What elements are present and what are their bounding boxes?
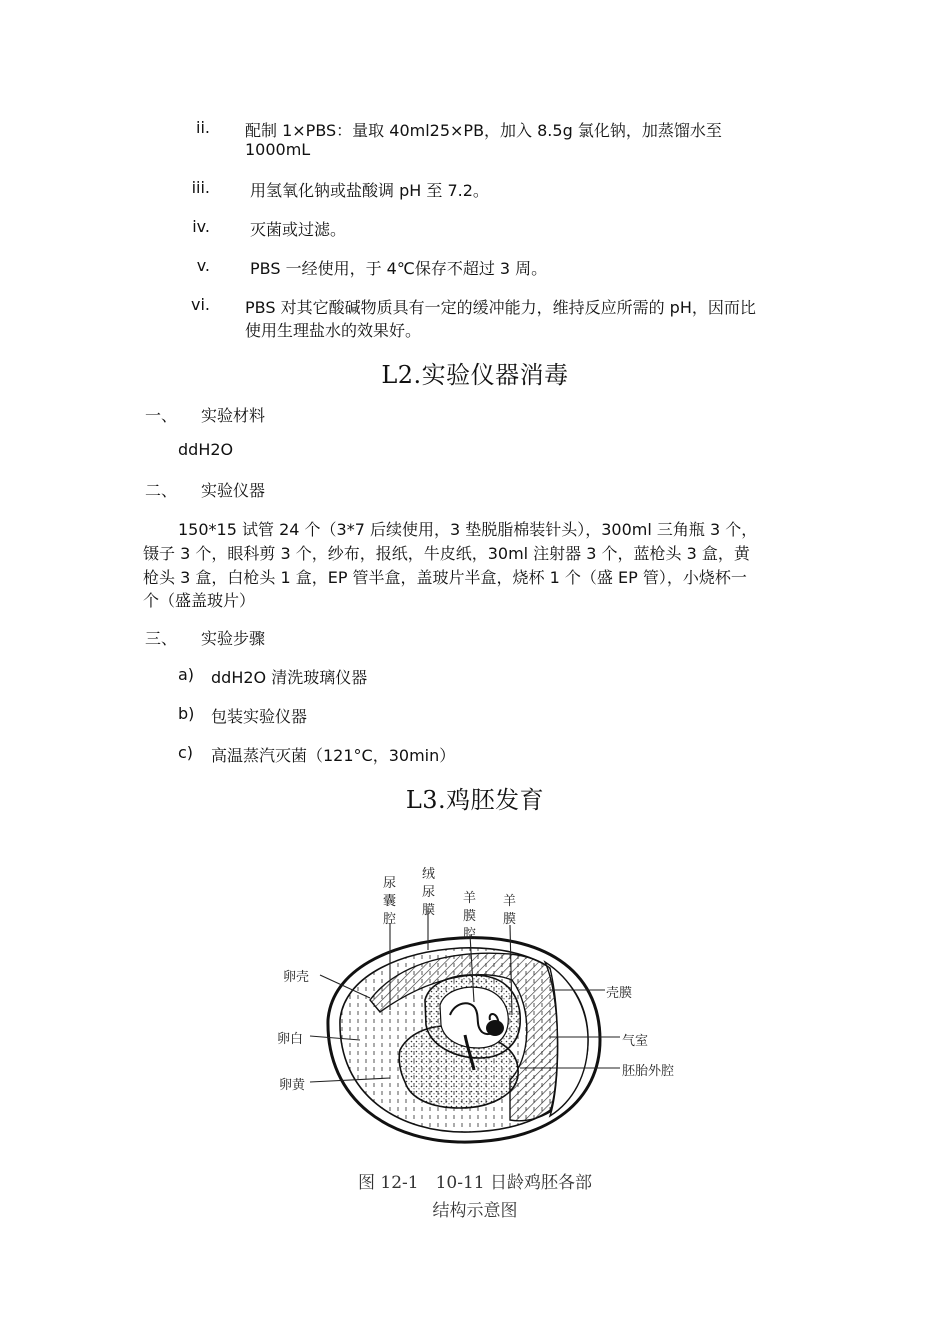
paragraph-line: 镊子 3 个，眼科剪 3 个，纱布，报纸，牛皮纸，30ml 注射器 3 个，蓝枪头 3 盒，黄 [143,544,750,563]
list-item-text: PBS 一经使用，于 4℃保存不超过 3 周。 [250,259,548,278]
label-shell: 卵壳 [283,970,310,985]
heading-number: 一、 [145,406,178,425]
label-amnion: 羊膜 [503,894,517,927]
heading-number: 二、 [145,481,178,500]
list-number: iv. [192,217,210,236]
heading-label: 实验仪器 [201,481,266,500]
list-number: ii. [196,118,210,137]
list-item-text: 配制 1×PBS：量取 40ml25×PB，加入 8.5g 氯化钠，加蒸馏水至 [245,121,722,140]
label-extraembryonic-cavity: 胚胎外腔 [622,1064,675,1079]
materials-text: ddH2O [178,440,234,459]
label-amnion-cavity: 羊膜腔 [463,891,477,942]
section-title: L2.实验仪器消毒 [381,361,569,389]
heading-label: 实验材料 [201,406,266,425]
step-number: b) [178,704,195,723]
list-number: iii. [191,178,210,197]
label-allantois-cavity: 尿囊腔 [383,876,397,927]
embryo-head [486,1020,504,1036]
paragraph-line: 个（盛盖玻片） [143,591,256,610]
section-title: L3.鸡胚发育 [405,786,545,814]
paragraph-line: 枪头 3 盒，白枪头 1 盒，EP 管半盒，盖玻片半盒，烧杯 1 个（盛 EP 管），小烧杯一 [143,568,747,587]
figure-caption-line1: 图 12-1 10-11 日龄鸡胚各部 [357,1173,592,1193]
step-text: 高温蒸汽灭菌（121°C，30min） [211,746,456,765]
label-air-cell: 气室 [622,1034,649,1049]
step-number: a) [178,665,195,684]
step-text: 包装实验仪器 [211,707,308,726]
chick-embryo-diagram [260,850,700,1160]
figure-caption-line2: 结构示意图 [432,1201,518,1221]
paragraph-line: 150*15 试管 24 个（3*7 后续使用，3 垫脱脂棉装针头），300ml 三角瓶 3 个， [178,520,758,539]
list-item-text: PBS 对其它酸碱物质具有一定的缓冲能力，维持反应所需的 pH，因而比 [245,298,756,317]
heading-label: 实验步骤 [201,629,266,648]
list-item-text: 灭菌或过滤。 [250,220,347,239]
step-text: ddH2O 清洗玻璃仪器 [211,668,368,687]
label-shell-membrane: 壳膜 [606,986,633,1001]
list-number: vi. [191,295,210,314]
step-number: c) [178,743,194,762]
label-chorioallantois: 绒尿膜 [422,867,436,918]
label-yolk: 卵黄 [279,1078,306,1093]
list-item-text: 使用生理盐水的效果好。 [245,321,422,340]
heading-number: 三、 [145,629,178,648]
list-item-text: 用氢氧化钠或盐酸调 pH 至 7.2。 [250,181,489,200]
list-number: v. [196,256,210,275]
list-item-text: 1000mL [245,140,311,159]
label-albumen: 卵白 [277,1032,304,1047]
